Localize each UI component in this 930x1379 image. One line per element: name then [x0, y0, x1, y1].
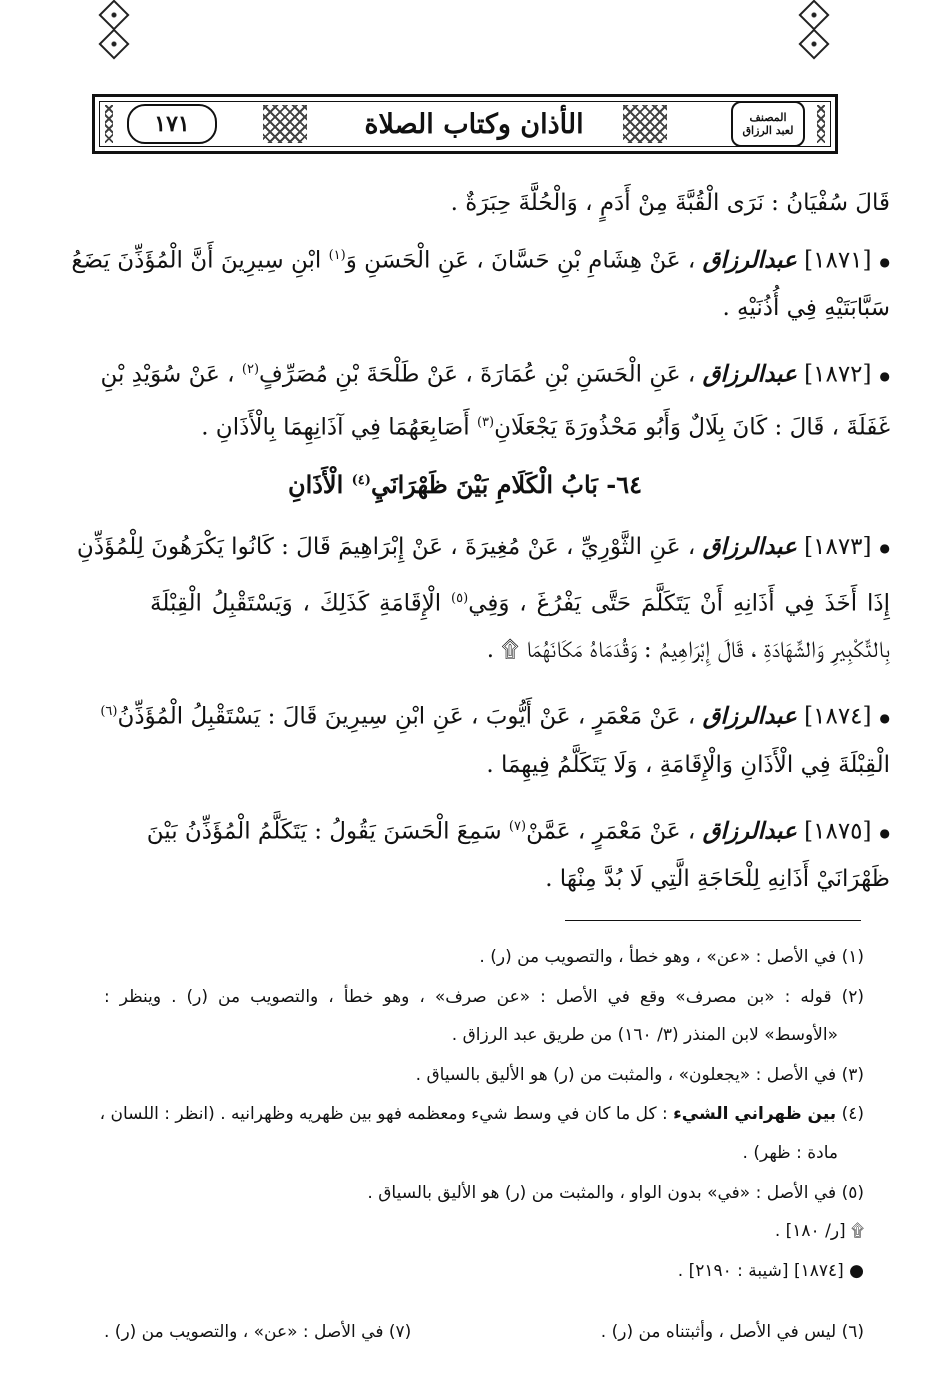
header-ornament: [263, 105, 307, 143]
top-ornament-left: [103, 0, 125, 58]
hadith-1874: [100, 692, 890, 738]
text-line: قَالَ سُفْيَانُ : نَرَى الْقُبَّةَ مِنْ أَدَمٍ ، وَالْحُلَّةَ حِبَرَةٌ .: [450, 190, 890, 216]
chapter-heading: [90, 470, 840, 499]
footnote-ref: (٧): [508, 819, 527, 834]
cross-reference: ۩ [ر/ ١٨٠] .: [774, 1221, 864, 1241]
text-span: الْأَذَانِ: [287, 470, 344, 499]
footnote: (٣) في الأصل : «يجعلون» ، والمثبت من (ر) هو الأليق بالسياق .: [415, 1065, 864, 1085]
text-span: أَصَابِعَهُمَا فِي آذَانِهِمَا بِالْأَذَانِ .: [201, 414, 470, 441]
hadith-1873: [76, 527, 890, 568]
page-number: ١٧١: [127, 104, 217, 144]
page-header: [92, 94, 838, 154]
text-span: (٤): [841, 1104, 864, 1124]
narrator: عبدالرزاق: [702, 360, 797, 388]
text-span: ، عَنْ مَعْمَرٍ ، عَمَّنْ: [526, 818, 696, 845]
logo-line: المصنف: [749, 111, 787, 124]
text-line: [150, 403, 890, 448]
text-span: ابْنِ سِيرِينَ أَنَّ الْمُؤَذِّنَ يَضَعُ: [71, 247, 322, 274]
footnote-ref: (٤): [351, 473, 371, 488]
footnote-ref: (١): [328, 248, 346, 263]
text-span: ، عَنِ الثَّوْرِيِّ ، عَنْ مُغِيرَةَ ، عَنْ إِبْرَاهِيمَ قَالَ : كَانُوا يَكْرَهُونَ لِلْمُؤَذِّنِ: [76, 534, 696, 560]
narrator: عبدالرزاق: [702, 702, 797, 730]
text-span: سَمِعَ الْحَسَنَ يَقُولُ : يَتَكَلَّمُ الْمُؤَذِّنُ بَيْنَ: [146, 818, 502, 845]
hadith-1872: [100, 350, 890, 396]
text-span: غَفَلَةَ ، قَالَ : كَانَ بِلَالٌ وَأَبُو مَحْذُورَةَ يَجْعَلَانِ: [494, 414, 890, 441]
cross-reference: ● [١٨٧٤] [شيبة : ٢١٩٠] .: [677, 1261, 864, 1281]
narrator: عبدالرزاق: [702, 246, 797, 274]
header-ornament: [105, 105, 113, 143]
footnote: (٧) في الأصل : «عن» ، والتصويب من (ر) .: [104, 1322, 412, 1342]
footnote-pair: [104, 1322, 864, 1342]
hadith-number: [١٨٧٣]: [804, 534, 872, 560]
footnote: [99, 1099, 864, 1129]
hadith-number: [١٨٧٢]: [804, 361, 872, 388]
footnote-divider: [565, 920, 861, 921]
hadith-1875: [146, 807, 890, 853]
footnote-ref: (٦): [100, 704, 118, 719]
text-line: بِالتَّكْبِيرِ وَالشَّهَادَةِ ، قَالَ إِبْرَاهِيمُ : وَقُدَمَاهُ مَكَانَهُمَا ۩ .: [486, 637, 890, 663]
hadith-number: [١٨٧٥]: [804, 818, 872, 845]
hadith-number: [١٨٧١]: [804, 247, 872, 274]
text-span: إِذَا أَخَذَ فِي أَذَانِهِ أَنْ يَتَكَلَّمَ حَتَّى يَفْرُغَ ، وَفِي: [468, 590, 891, 617]
text-line: سَبَّابَتَيْهِ فِي أُذُنَيْهِ .: [722, 295, 890, 321]
hadith-1871: [71, 236, 890, 282]
footnote: (١) في الأصل : «عن» ، وهو خطأ ، والتصويب من (ر) .: [479, 947, 864, 967]
header-ornament: [817, 105, 825, 143]
footnote-continuation: «الأوسط» لابن المنذر (٣/ ١٦٠) من طريق عبد الرزاق .: [451, 1025, 838, 1045]
footnote: (٢) قوله : «بن مصرف» وقع في الأصل : «عن صرف» ، وهو خطأ ، والتصويب من (ر) . وينظر :: [104, 987, 864, 1007]
running-title: الأذان وكتاب الصلاة: [364, 108, 584, 140]
footnote-ref: (٥): [451, 591, 469, 606]
text-line: [150, 579, 890, 624]
text-line: الْقِبْلَةَ فِي الْأَذَانِ وَالْإِقَامَةِ ، وَلَا يَتَكَلَّمُ فِيهِمَا .: [486, 752, 890, 778]
logo-line: لعبد الرزاق: [742, 124, 794, 137]
footnote-ref: (٣): [476, 415, 495, 430]
text-span: ، عَنْ هِشَامِ بْنِ حَسَّانَ ، عَنِ الْحَسَنِ وَ: [345, 247, 696, 274]
text-span: الْإِقَامَةِ كَذَلِكَ ، وَيَسْتَقْبِلُ الْقِبْلَةَ: [150, 590, 442, 617]
narrator: عبدالرزاق: [702, 533, 797, 560]
footnote: (٦) ليس في الأصل ، وأثبتناه من (ر) .: [600, 1322, 864, 1342]
hadith-number: [١٨٧٤]: [804, 703, 872, 730]
text-line: ظَهْرَانَيْ أَذَانِهِ لِلْحَاجَةِ الَّتِي لَا بُدَّ مِنْهَا .: [545, 866, 890, 892]
book-logo: [731, 101, 805, 147]
footnote-continuation: مادة : ظهر) .: [742, 1143, 838, 1163]
text-span: ، عَنْ مَعْمَرٍ ، عَنْ أَيُّوبَ ، عَنِ ابْنِ سِيرِينَ قَالَ : يَسْتَقْبِلُ الْمُؤَذِّنُ: [117, 703, 696, 730]
footnote-term: بين ظهراني الشيء: [673, 1104, 837, 1124]
footnote: (٥) في الأصل : «في» بدون الواو ، والمثبت من (ر) هو الأليق بالسياق .: [367, 1183, 864, 1203]
text-span: ٦٤- بَابُ الْكَلَامِ بَيْنَ ظَهْرَانَيِ: [370, 470, 643, 499]
text-span: ، عَنِ الْحَسَنِ بْنِ عُمَارَةَ ، عَنْ طَلْحَةَ بْنِ مُصَرِّفٍ: [259, 361, 696, 388]
text-span: : كل ما كان في وسط شيء ومعظمه فهو بين ظهريه وظهرانيه . (انظر : اللسان ،: [99, 1104, 668, 1124]
header-ornament: [623, 105, 667, 143]
footnote-ref: (٢): [241, 362, 260, 377]
text-span: ، عَنْ سُوَيْدِ بْنِ: [100, 361, 235, 388]
narrator: عبدالرزاق: [702, 817, 797, 845]
top-ornament-right: [803, 0, 825, 58]
